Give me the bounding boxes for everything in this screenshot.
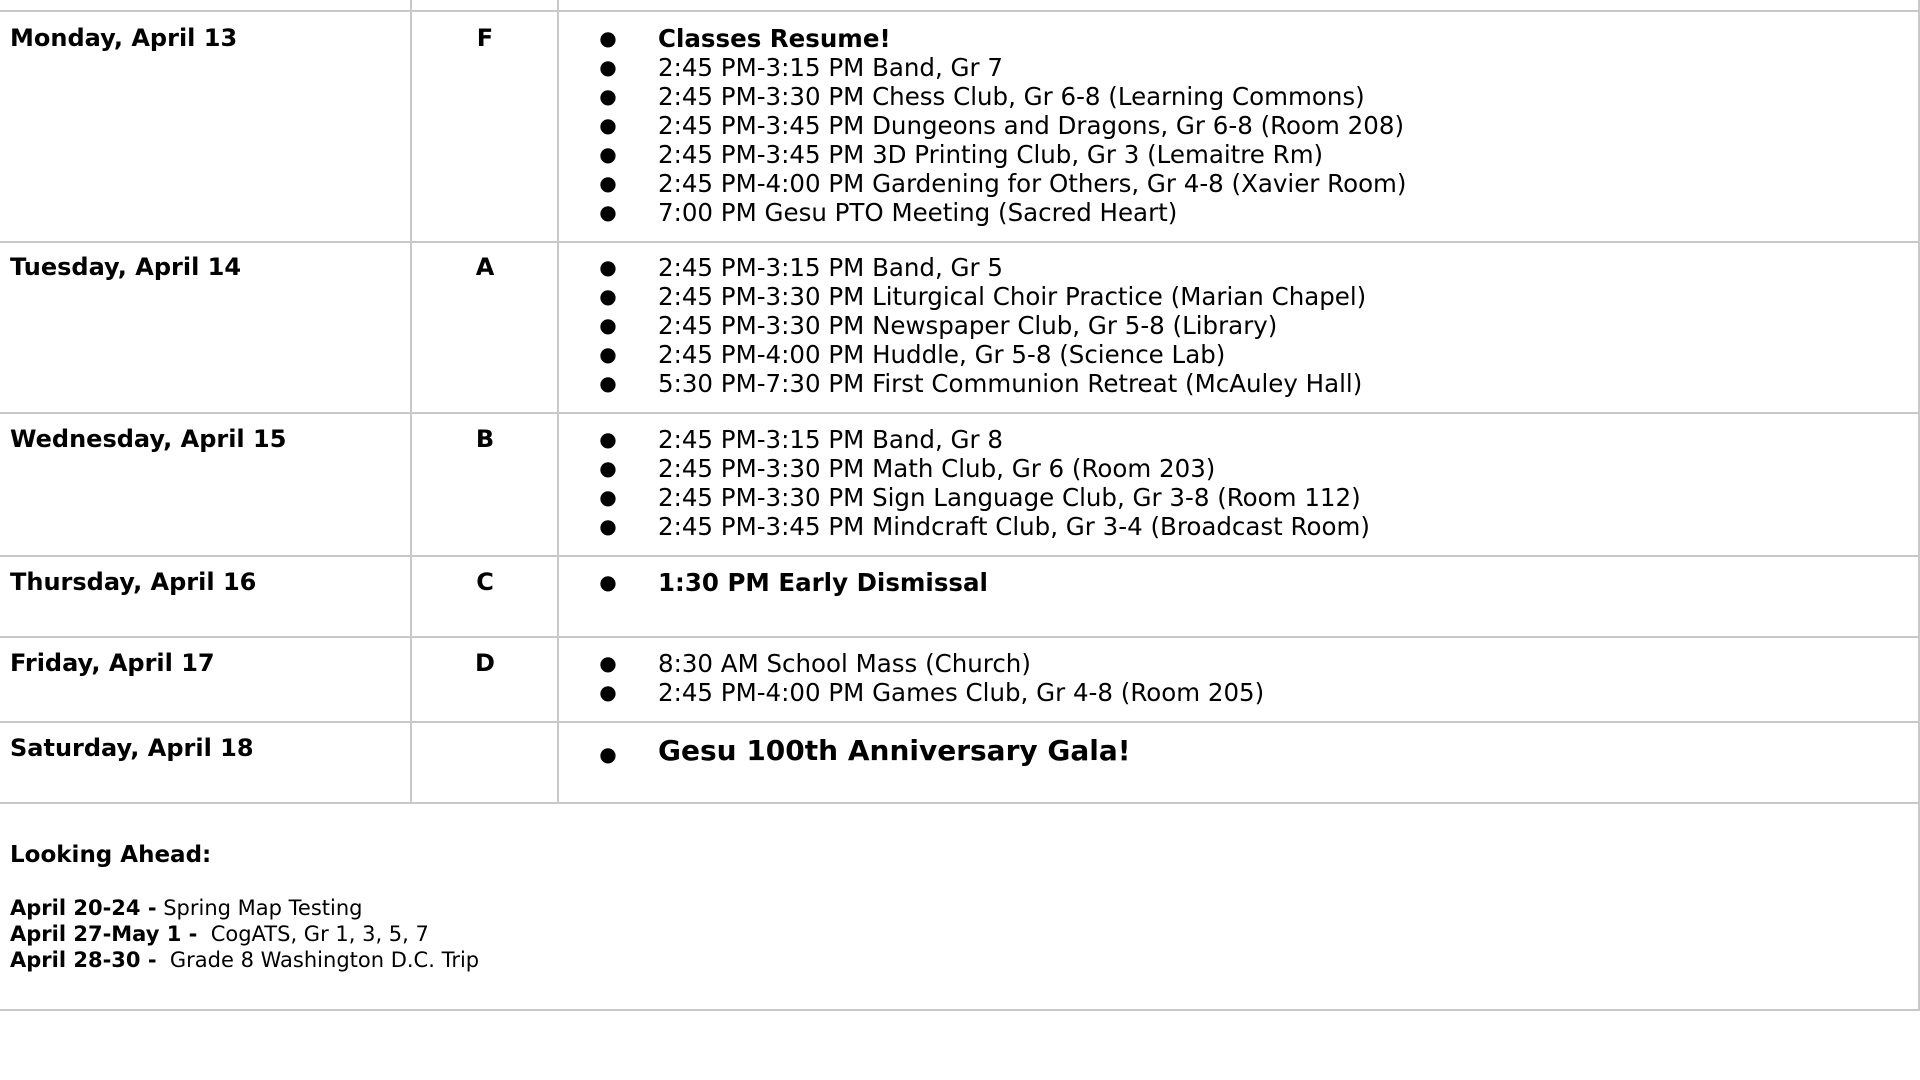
event-text: 2:45 PM-3:45 PM Mindcraft Club, Gr 3-4 (Broadcast Room): [658, 512, 1370, 541]
looking-ahead-date: April 28-30 -: [10, 948, 157, 972]
event-text: 2:45 PM-3:30 PM Sign Language Club, Gr 3-8 (Room 112): [658, 483, 1361, 512]
looking-ahead-title: Looking Ahead:: [10, 842, 212, 868]
event-item: [598, 53, 1406, 82]
event-item: [598, 253, 1366, 282]
bullet-icon: ●: [599, 200, 617, 224]
row-divider: [0, 555, 1920, 557]
bullet-icon: ●: [599, 113, 617, 137]
day-letter: A: [475, 253, 495, 281]
event-text: 2:45 PM-3:45 PM Dungeons and Dragons, Gr 6-8 (Room 208): [658, 111, 1405, 140]
day-date: Saturday, April 18: [10, 734, 254, 762]
event-text: 8:30 AM School Mass (Church): [658, 649, 1031, 678]
day-letter: B: [475, 425, 495, 453]
event-item: [598, 282, 1366, 311]
event-text: 7:00 PM Gesu PTO Meeting (Sacred Heart): [658, 198, 1178, 227]
event-text: Classes Resume!: [658, 24, 891, 53]
looking-ahead-item: [10, 895, 479, 921]
day-date: Thursday, April 16: [10, 568, 257, 596]
event-text: 2:45 PM-4:00 PM Gardening for Others, Gr 4-8 (Xavier Room): [658, 169, 1407, 198]
event-item: [598, 82, 1406, 111]
event-text: 2:45 PM-3:15 PM Band, Gr 7: [658, 53, 1003, 82]
day-events: [598, 253, 1366, 398]
day-letter: D: [475, 649, 495, 677]
event-text: 2:45 PM-3:15 PM Band, Gr 8: [658, 425, 1003, 454]
event-item: [598, 483, 1370, 512]
row-divider: [0, 721, 1920, 723]
event-item: [598, 678, 1264, 707]
bullet-icon: ●: [599, 26, 617, 50]
looking-ahead-list: [10, 895, 479, 973]
bullet-icon: ●: [599, 284, 617, 308]
row-divider: [0, 10, 1920, 12]
day-date: Friday, April 17: [10, 649, 215, 677]
bullet-icon: ●: [599, 171, 617, 195]
event-item: [598, 340, 1366, 369]
event-item: [598, 311, 1366, 340]
event-text: 2:45 PM-3:30 PM Math Club, Gr 6 (Room 203): [658, 454, 1216, 483]
day-events: [598, 568, 988, 597]
bullet-icon: ●: [599, 456, 617, 480]
event-item: [598, 568, 988, 597]
day-events: [598, 734, 1131, 768]
day-date: Wednesday, April 15: [10, 425, 287, 453]
looking-ahead-section: [10, 841, 479, 973]
row-divider: [0, 636, 1920, 638]
event-item: [598, 198, 1406, 227]
event-item: [598, 24, 1406, 53]
row-divider: [0, 241, 1920, 243]
event-item: [598, 425, 1370, 454]
day-events: [598, 649, 1264, 707]
column-divider: [557, 0, 559, 804]
event-item: [598, 140, 1406, 169]
event-text: 2:45 PM-4:00 PM Games Club, Gr 4-8 (Room 205): [658, 678, 1265, 707]
event-text: 2:45 PM-3:15 PM Band, Gr 5: [658, 253, 1003, 282]
bullet-icon: ●: [599, 84, 617, 108]
bullet-icon: ●: [599, 371, 617, 395]
looking-ahead-event: Grade 8 Washington D.C. Trip: [156, 948, 480, 972]
event-item: [598, 369, 1366, 398]
day-events: [598, 24, 1406, 227]
event-item: [598, 512, 1370, 541]
event-text: 2:45 PM-3:30 PM Liturgical Choir Practice (Marian Chapel): [658, 282, 1367, 311]
event-text: 2:45 PM-3:45 PM 3D Printing Club, Gr 3 (Lemaitre Rm): [658, 140, 1324, 169]
day-events: [598, 425, 1370, 541]
column-divider: [410, 0, 412, 804]
event-item: [598, 454, 1370, 483]
row-divider: [0, 802, 1920, 804]
bullet-icon: ●: [599, 427, 617, 451]
looking-ahead-event: Spring Map Testing: [156, 896, 363, 920]
bullet-icon: ●: [599, 742, 617, 766]
event-text: 2:45 PM-4:00 PM Huddle, Gr 5-8 (Science Lab): [658, 340, 1226, 369]
day-date: Monday, April 13: [10, 24, 238, 52]
looking-ahead-item: [10, 947, 479, 973]
bullet-icon: ●: [599, 680, 617, 704]
row-divider: [0, 412, 1920, 414]
event-item: [598, 734, 1131, 768]
bullet-icon: ●: [599, 651, 617, 675]
event-text: 2:45 PM-3:30 PM Chess Club, Gr 6-8 (Learning Commons): [658, 82, 1365, 111]
event-text: 5:30 PM-7:30 PM First Communion Retreat (McAuley Hall): [658, 369, 1363, 398]
looking-ahead-date: April 27-May 1 -: [10, 922, 198, 946]
bullet-icon: ●: [599, 342, 617, 366]
event-text: 2:45 PM-3:30 PM Newspaper Club, Gr 5-8 (Library): [658, 311, 1278, 340]
looking-ahead-date: April 20-24 -: [10, 896, 157, 920]
bullet-icon: ●: [599, 313, 617, 337]
day-letter: F: [476, 24, 494, 52]
event-item: [598, 111, 1406, 140]
day-letter: C: [476, 568, 494, 596]
event-item: [598, 169, 1406, 198]
looking-ahead-item: [10, 921, 479, 947]
bullet-icon: ●: [599, 514, 617, 538]
looking-ahead-event: CogATS, Gr 1, 3, 5, 7: [197, 922, 429, 946]
bullet-icon: ●: [599, 485, 617, 509]
bullet-icon: ●: [599, 255, 617, 279]
event-text: 1:30 PM Early Dismissal: [658, 568, 988, 597]
row-divider: [0, 1009, 1920, 1011]
day-date: Tuesday, April 14: [10, 253, 242, 281]
event-item: [598, 649, 1264, 678]
bullet-icon: ●: [599, 142, 617, 166]
bullet-icon: ●: [599, 55, 617, 79]
bullet-icon: ●: [599, 570, 617, 594]
event-text: Gesu 100th Anniversary Gala!: [658, 734, 1131, 767]
